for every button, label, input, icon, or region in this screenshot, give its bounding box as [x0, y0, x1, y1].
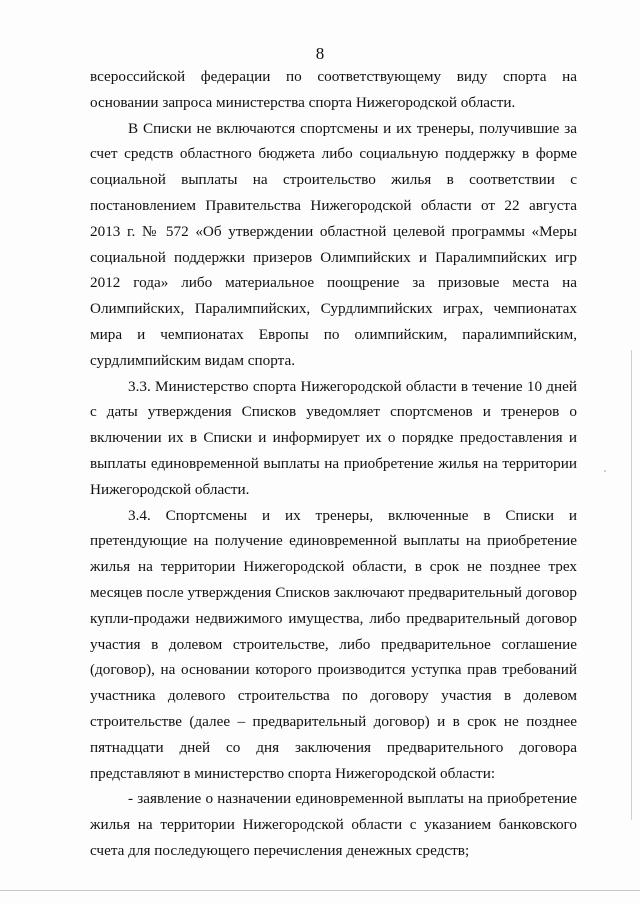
- list-item-application: - заявление о назначении единовременной выплаты на приобретение жилья на территории Нижегородской области с указанием банковского счета для последующего перечисления денежных средств;: [90, 790, 577, 859]
- document-body: [90, 64, 577, 864]
- scan-edge-line: [631, 350, 632, 820]
- paragraph-continuation: всероссийской федерации по соответствующему виду спорта на основании запроса министерства спорта Нижегородской области.: [90, 68, 577, 111]
- paragraph-3-3: 3.3. Министерство спорта Нижегородской области в течение 10 дней с даты утверждения Списков уведомляет спортсменов и тренеров о включении их в Списки и информирует их о порядке предоставления и выплаты единовременной выплаты на приобретение жилья на территории Нижегородской области.: [90, 377, 577, 498]
- scan-speck: [604, 470, 606, 472]
- paragraph-exclusions: В Списки не включаются спортсмены и их тренеры, получившие за счет средств областного бюджета либо социальную поддержку в форме социальной выплаты на строительство жилья в соответствии с постановлением Правительства Нижегородской области от 22 августа 2013 г. № 572 «Об утверждении областной целевой программы «Меры социальной поддержки призеров Олимпийских и Паралимпийских игр 2012 года» либо материальное поощрение за призовые места на Олимпийских, Паралимпийских, Сурдлимпийских играх, чемпионатах мира и чемпионатах Европы по олимпийским, паралимпийским, сурдлимпийским видам спорта.: [90, 119, 577, 369]
- scan-bottom-line: [0, 890, 640, 891]
- paragraph-3-4: 3.4. Спортсмены и их тренеры, включенные в Списки и претендующие на получение единовременной выплаты на приобретение жилья на территории Нижегородской области, в срок не позднее трех месяцев после утверждения Списков заключают предварительный договор купли-продажи недвижимого имущества, либо предварительный договор участия в долевом строительстве, либо предварительное соглашение (договор), на основании которого производится уступка прав требований участника долевого строительства по договору участия в долевом строительстве (далее – предварительный договор) и в срок не позднее пятнадцати дней со дня заключения предварительного договора представляют в министерство спорта Нижегородской области:: [90, 506, 577, 782]
- page-number: 8: [315, 44, 325, 63]
